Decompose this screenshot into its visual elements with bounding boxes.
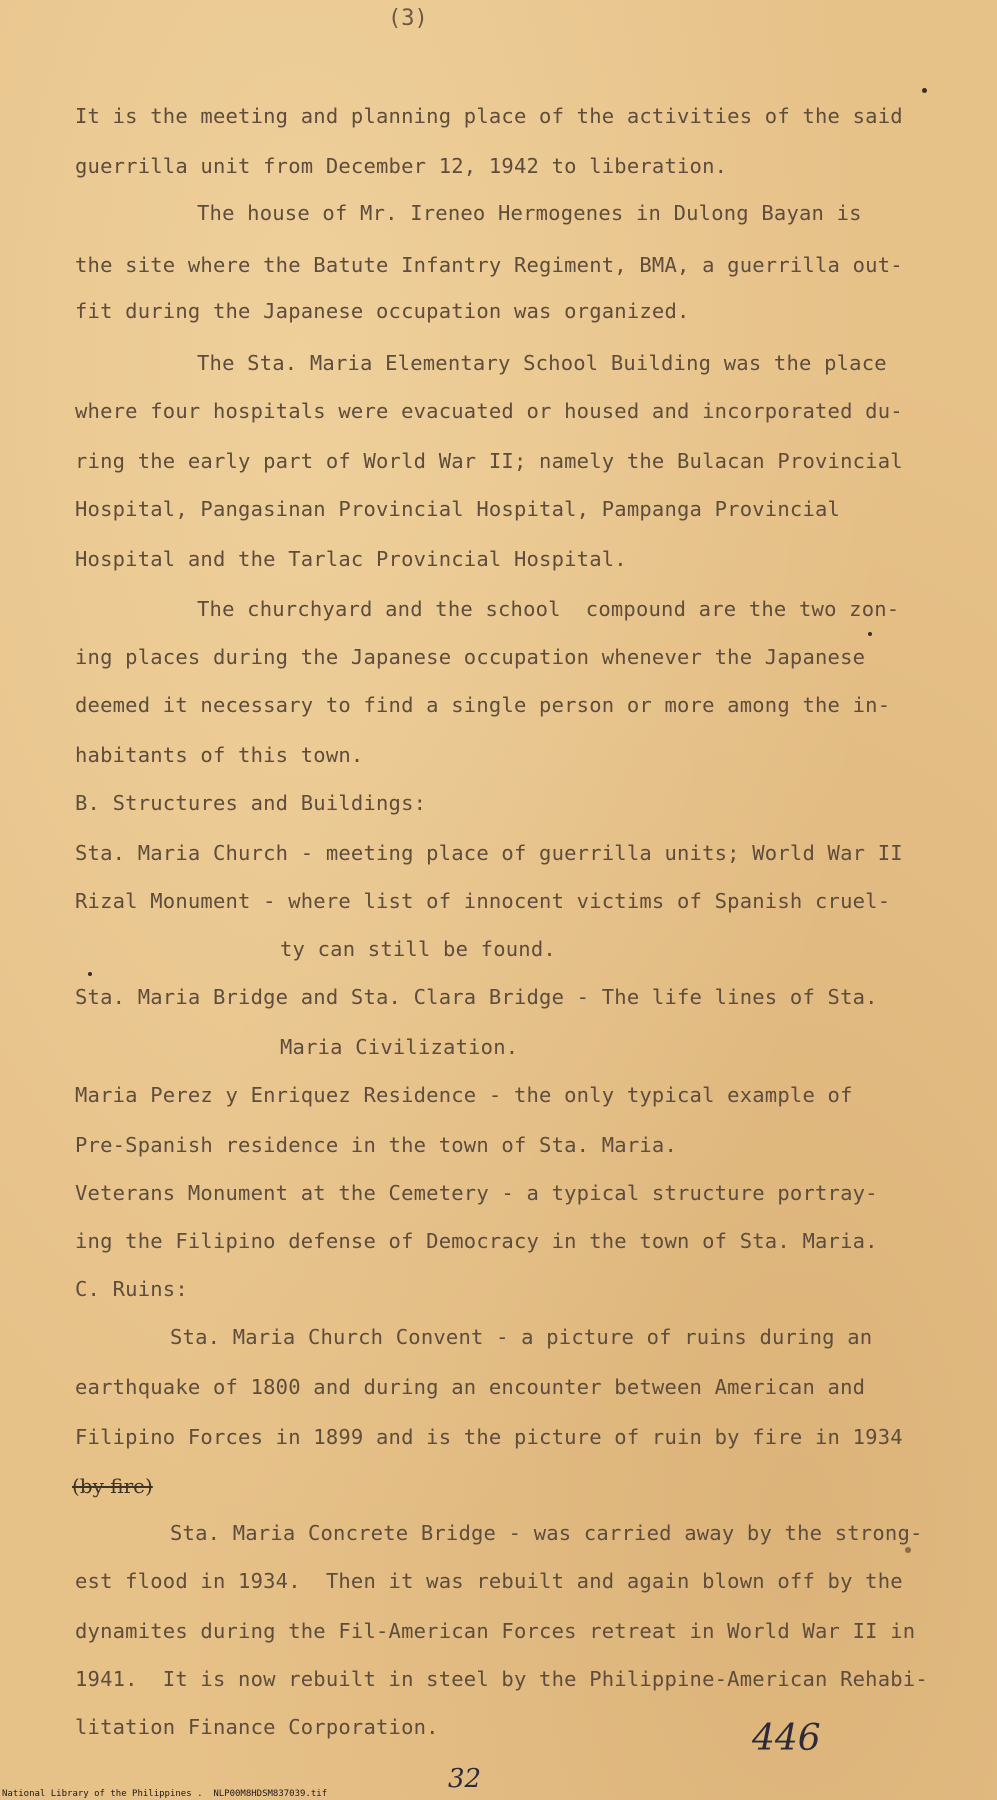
text-line: est flood in 1934. Then it was rebuilt and again blown off by the	[75, 1569, 903, 1593]
section-heading: C. Ruins:	[75, 1277, 188, 1301]
text-line: guerrilla unit from December 12, 1942 to liberation.	[75, 154, 728, 178]
text-line: ring the early part of World War II; namely the Bulacan Provincial	[75, 449, 903, 473]
text-line: The house of Mr. Ireneo Hermogenes in Dulong Bayan is	[197, 201, 862, 225]
ink-speck	[868, 632, 872, 636]
text-line: deemed it necessary to find a single person or more among the in-	[75, 693, 891, 717]
text-line: ing the Filipino defense of Democracy in the town of Sta. Maria.	[75, 1229, 878, 1253]
text-line: ing places during the Japanese occupation whenever the Japanese	[75, 645, 866, 669]
text-line: dynamites during the Fil-American Forces retreat in World War II in	[75, 1619, 916, 1643]
section-heading: B. Structures and Buildings:	[75, 791, 427, 815]
text-line: fit during the Japanese occupation was organized.	[75, 299, 690, 323]
text-line: Sta. Maria Concrete Bridge - was carried away by the strong-	[170, 1521, 923, 1545]
text-line: ty can still be found.	[280, 937, 556, 961]
archive-footer: National Library of the Philippines . NLP00M8HDSM837039.tif	[2, 1789, 328, 1799]
page-number: (3)	[388, 6, 428, 31]
text-line: Pre-Spanish residence in the town of Sta. Maria.	[75, 1133, 678, 1157]
handwritten-number: 446	[752, 1718, 821, 1759]
text-line: The churchyard and the school compound are the two zon-	[197, 597, 900, 621]
text-line: Sta. Maria Church Convent - a picture of ruins during an	[170, 1325, 873, 1349]
text-line: 1941. It is now rebuilt in steel by the Philippine-American Rehabi-	[75, 1667, 928, 1691]
text-line: where four hospitals were evacuated or housed and incorporated du-	[75, 399, 903, 423]
text-line: Veterans Monument at the Cemetery - a typical structure portray-	[75, 1181, 878, 1205]
text-line: the site where the Batute Infantry Regiment, BMA, a guerrilla out-	[75, 253, 903, 277]
text-line: The Sta. Maria Elementary School Building was the place	[197, 351, 887, 375]
text-line: Filipino Forces in 1899 and is the picture of ruin by fire in 1934	[75, 1425, 903, 1449]
text-line: Sta. Maria Church - meeting place of guerrilla units; World War II	[75, 841, 903, 865]
text-line: Maria Civilization.	[280, 1035, 519, 1059]
handwritten-page-number: 32	[448, 1764, 482, 1794]
text-line: earthquake of 1800 and during an encounter between American and	[75, 1375, 866, 1399]
text-line: Rizal Monument - where list of innocent victims of Spanish cruel-	[75, 889, 891, 913]
text-line: It is the meeting and planning place of the activities of the said	[75, 104, 903, 128]
text-line: Hospital and the Tarlac Provincial Hospital.	[75, 547, 627, 571]
text-line: Hospital, Pangasinan Provincial Hospital, Pampanga Provincial	[75, 497, 841, 521]
ink-speck	[88, 972, 92, 976]
text-line: Sta. Maria Bridge and Sta. Clara Bridge - The life lines of Sta.	[75, 985, 878, 1009]
ink-speck	[922, 88, 927, 93]
text-line: litation Finance Corporation.	[75, 1715, 439, 1739]
struck-text: (by fire)	[72, 1474, 153, 1498]
text-line: Maria Perez y Enriquez Residence - the only typical example of	[75, 1083, 853, 1107]
text-line: habitants of this town.	[75, 743, 364, 767]
ink-speck	[905, 1547, 911, 1553]
